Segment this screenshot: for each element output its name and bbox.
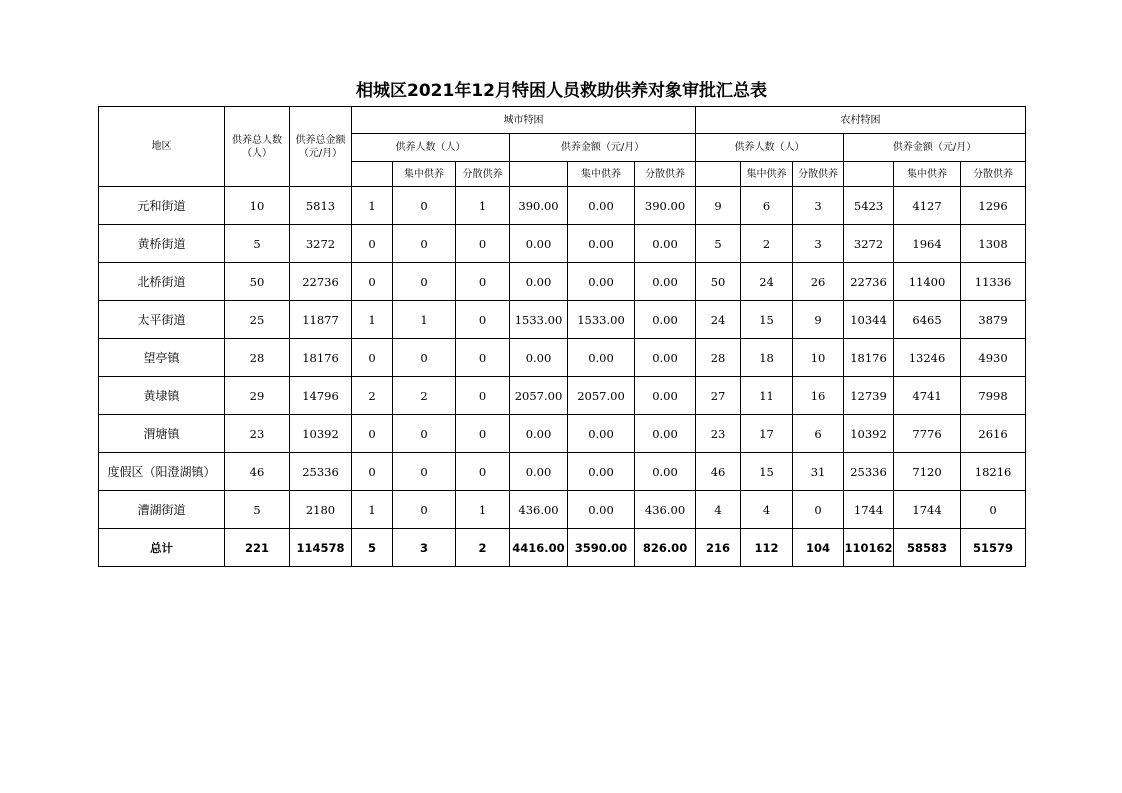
cell-u-disp: 0 bbox=[456, 225, 510, 263]
cell-r-amt-central: 1744 bbox=[894, 491, 961, 529]
cell-r-amt-central: 7776 bbox=[894, 415, 961, 453]
cell-r-disp: 26 bbox=[793, 263, 844, 301]
header-total-people: 供养总人数（人） bbox=[225, 107, 290, 187]
header-rural: 农村特困 bbox=[696, 107, 1026, 134]
table-row bbox=[99, 415, 1026, 453]
cell-u-disp: 1 bbox=[456, 187, 510, 225]
cell-r-amt-central: 13246 bbox=[894, 339, 961, 377]
cell-u-people: 0 bbox=[352, 263, 393, 301]
cell-total-people: 5 bbox=[225, 225, 290, 263]
table-row bbox=[99, 377, 1026, 415]
cell-u-people: 0 bbox=[352, 453, 393, 491]
cell-u-amt-disp: 0.00 bbox=[635, 225, 696, 263]
cell-u-central: 3 bbox=[393, 529, 456, 567]
cell-u-amount: 0.00 bbox=[510, 225, 568, 263]
cell-u-amount: 436.00 bbox=[510, 491, 568, 529]
header-rural-amount-total bbox=[844, 162, 894, 187]
header-urban-amount: 供养金额（元/月） bbox=[510, 134, 696, 162]
cell-r-amt-disp: 18216 bbox=[961, 453, 1026, 491]
cell-u-amount: 390.00 bbox=[510, 187, 568, 225]
cell-u-disp: 1 bbox=[456, 491, 510, 529]
cell-r-central: 112 bbox=[741, 529, 793, 567]
cell-region: 望亭镇 bbox=[99, 339, 225, 377]
header-rural-amount-central: 集中供养 bbox=[894, 162, 961, 187]
header-urban-amount-total bbox=[510, 162, 568, 187]
cell-r-disp: 31 bbox=[793, 453, 844, 491]
cell-r-people: 5 bbox=[696, 225, 741, 263]
cell-total-people: 221 bbox=[225, 529, 290, 567]
cell-u-central: 2 bbox=[393, 377, 456, 415]
header-rural-people-central: 集中供养 bbox=[741, 162, 793, 187]
cell-u-amount: 4416.00 bbox=[510, 529, 568, 567]
cell-u-people: 1 bbox=[352, 301, 393, 339]
header-urban-amount-dispersed: 分散供养 bbox=[635, 162, 696, 187]
cell-r-people: 28 bbox=[696, 339, 741, 377]
cell-r-disp: 3 bbox=[793, 225, 844, 263]
cell-r-amount: 1744 bbox=[844, 491, 894, 529]
cell-total-people: 25 bbox=[225, 301, 290, 339]
cell-r-amt-disp: 2616 bbox=[961, 415, 1026, 453]
cell-u-amt-central: 2057.00 bbox=[568, 377, 635, 415]
cell-u-amt-central: 0.00 bbox=[568, 339, 635, 377]
cell-u-disp: 2 bbox=[456, 529, 510, 567]
cell-u-amt-disp: 0.00 bbox=[635, 453, 696, 491]
table-row bbox=[99, 339, 1026, 377]
cell-total-amount: 25336 bbox=[290, 453, 352, 491]
cell-total-people: 46 bbox=[225, 453, 290, 491]
cell-total-people: 29 bbox=[225, 377, 290, 415]
cell-u-amt-disp: 0.00 bbox=[635, 415, 696, 453]
header-region: 地区 bbox=[99, 107, 225, 187]
cell-region: 黄埭镇 bbox=[99, 377, 225, 415]
cell-u-amt-disp: 436.00 bbox=[635, 491, 696, 529]
cell-total-amount: 5813 bbox=[290, 187, 352, 225]
cell-u-disp: 0 bbox=[456, 415, 510, 453]
cell-total-amount: 10392 bbox=[290, 415, 352, 453]
cell-u-central: 0 bbox=[393, 339, 456, 377]
cell-region: 渭塘镇 bbox=[99, 415, 225, 453]
header-total-amount: 供养总金额（元/月） bbox=[290, 107, 352, 187]
header-rural-amount: 供养金额（元/月） bbox=[844, 134, 1026, 162]
cell-u-disp: 0 bbox=[456, 377, 510, 415]
cell-r-amount: 110162 bbox=[844, 529, 894, 567]
cell-u-people: 0 bbox=[352, 415, 393, 453]
cell-r-central: 4 bbox=[741, 491, 793, 529]
cell-r-disp: 9 bbox=[793, 301, 844, 339]
header-rural-people: 供养人数（人） bbox=[696, 134, 844, 162]
cell-u-disp: 0 bbox=[456, 263, 510, 301]
cell-u-central: 0 bbox=[393, 187, 456, 225]
cell-u-central: 0 bbox=[393, 453, 456, 491]
table-row bbox=[99, 301, 1026, 339]
cell-r-people: 24 bbox=[696, 301, 741, 339]
cell-r-amount: 10392 bbox=[844, 415, 894, 453]
cell-r-disp: 16 bbox=[793, 377, 844, 415]
cell-r-amount: 10344 bbox=[844, 301, 894, 339]
table-row bbox=[99, 225, 1026, 263]
cell-r-people: 9 bbox=[696, 187, 741, 225]
cell-r-amt-central: 1964 bbox=[894, 225, 961, 263]
cell-total-amount: 22736 bbox=[290, 263, 352, 301]
cell-u-central: 0 bbox=[393, 491, 456, 529]
cell-u-people: 0 bbox=[352, 339, 393, 377]
cell-r-amt-central: 7120 bbox=[894, 453, 961, 491]
header-urban-amount-central: 集中供养 bbox=[568, 162, 635, 187]
page-title: 相城区2021年12月特困人员救助供养对象审批汇总表 bbox=[356, 81, 767, 101]
cell-r-amount: 25336 bbox=[844, 453, 894, 491]
cell-u-people: 1 bbox=[352, 491, 393, 529]
header-urban-people-dispersed: 分散供养 bbox=[456, 162, 510, 187]
cell-u-amount: 0.00 bbox=[510, 415, 568, 453]
cell-total-amount: 2180 bbox=[290, 491, 352, 529]
cell-r-amt-disp: 7998 bbox=[961, 377, 1026, 415]
cell-u-amt-central: 0.00 bbox=[568, 263, 635, 301]
cell-u-people: 1 bbox=[352, 187, 393, 225]
cell-region: 度假区（阳澄湖镇） bbox=[99, 453, 225, 491]
table-row bbox=[99, 187, 1026, 225]
cell-total-people: 23 bbox=[225, 415, 290, 453]
cell-r-people: 46 bbox=[696, 453, 741, 491]
cell-r-people: 23 bbox=[696, 415, 741, 453]
cell-u-amount: 2057.00 bbox=[510, 377, 568, 415]
summary-table bbox=[98, 106, 1026, 567]
cell-r-disp: 3 bbox=[793, 187, 844, 225]
cell-region: 总计 bbox=[99, 529, 225, 567]
cell-u-amt-central: 3590.00 bbox=[568, 529, 635, 567]
cell-r-central: 6 bbox=[741, 187, 793, 225]
cell-r-amt-central: 4127 bbox=[894, 187, 961, 225]
cell-u-amt-disp: 0.00 bbox=[635, 263, 696, 301]
cell-u-people: 5 bbox=[352, 529, 393, 567]
cell-r-amt-disp: 4930 bbox=[961, 339, 1026, 377]
cell-r-amt-disp: 51579 bbox=[961, 529, 1026, 567]
cell-r-amt-central: 6465 bbox=[894, 301, 961, 339]
cell-r-central: 15 bbox=[741, 301, 793, 339]
cell-total-people: 10 bbox=[225, 187, 290, 225]
cell-u-amt-disp: 390.00 bbox=[635, 187, 696, 225]
cell-r-disp: 10 bbox=[793, 339, 844, 377]
cell-r-amt-central: 11400 bbox=[894, 263, 961, 301]
cell-r-people: 27 bbox=[696, 377, 741, 415]
cell-u-amt-disp: 826.00 bbox=[635, 529, 696, 567]
cell-region: 太平街道 bbox=[99, 301, 225, 339]
cell-r-amt-disp: 3879 bbox=[961, 301, 1026, 339]
cell-r-central: 2 bbox=[741, 225, 793, 263]
cell-total-people: 28 bbox=[225, 339, 290, 377]
cell-r-disp: 0 bbox=[793, 491, 844, 529]
cell-total-people: 50 bbox=[225, 263, 290, 301]
cell-r-amount: 22736 bbox=[844, 263, 894, 301]
cell-r-people: 216 bbox=[696, 529, 741, 567]
cell-u-amt-central: 0.00 bbox=[568, 453, 635, 491]
cell-r-people: 50 bbox=[696, 263, 741, 301]
cell-r-central: 17 bbox=[741, 415, 793, 453]
cell-r-disp: 104 bbox=[793, 529, 844, 567]
table-row bbox=[99, 453, 1026, 491]
cell-r-amt-disp: 1296 bbox=[961, 187, 1026, 225]
header-urban: 城市特困 bbox=[352, 107, 696, 134]
cell-u-amt-central: 0.00 bbox=[568, 187, 635, 225]
cell-r-amt-disp: 11336 bbox=[961, 263, 1026, 301]
cell-region: 黄桥街道 bbox=[99, 225, 225, 263]
cell-u-amount: 0.00 bbox=[510, 339, 568, 377]
cell-r-people: 4 bbox=[696, 491, 741, 529]
cell-total-amount: 14796 bbox=[290, 377, 352, 415]
cell-total-amount: 18176 bbox=[290, 339, 352, 377]
cell-total-people: 5 bbox=[225, 491, 290, 529]
cell-u-amt-disp: 0.00 bbox=[635, 339, 696, 377]
cell-r-amt-disp: 1308 bbox=[961, 225, 1026, 263]
cell-r-central: 24 bbox=[741, 263, 793, 301]
cell-r-disp: 6 bbox=[793, 415, 844, 453]
header-urban-people-total bbox=[352, 162, 393, 187]
cell-u-amount: 1533.00 bbox=[510, 301, 568, 339]
cell-r-central: 11 bbox=[741, 377, 793, 415]
header-rural-amount-dispersed: 分散供养 bbox=[961, 162, 1026, 187]
cell-region: 漕湖街道 bbox=[99, 491, 225, 529]
cell-u-amount: 0.00 bbox=[510, 453, 568, 491]
cell-r-amount: 12739 bbox=[844, 377, 894, 415]
cell-r-amt-central: 58583 bbox=[894, 529, 961, 567]
cell-u-amt-central: 0.00 bbox=[568, 491, 635, 529]
cell-u-disp: 0 bbox=[456, 453, 510, 491]
cell-u-central: 0 bbox=[393, 225, 456, 263]
table-row bbox=[99, 491, 1026, 529]
cell-u-central: 0 bbox=[393, 415, 456, 453]
cell-r-amt-central: 4741 bbox=[894, 377, 961, 415]
header-urban-people: 供养人数（人） bbox=[352, 134, 510, 162]
cell-u-people: 2 bbox=[352, 377, 393, 415]
cell-u-central: 1 bbox=[393, 301, 456, 339]
cell-region: 北桥街道 bbox=[99, 263, 225, 301]
header-urban-people-central: 集中供养 bbox=[393, 162, 456, 187]
cell-u-central: 0 bbox=[393, 263, 456, 301]
header-rural-people-dispersed: 分散供养 bbox=[793, 162, 844, 187]
cell-r-amount: 5423 bbox=[844, 187, 894, 225]
cell-r-amount: 3272 bbox=[844, 225, 894, 263]
cell-u-disp: 0 bbox=[456, 301, 510, 339]
table-row bbox=[99, 263, 1026, 301]
cell-u-amount: 0.00 bbox=[510, 263, 568, 301]
cell-total-amount: 3272 bbox=[290, 225, 352, 263]
cell-u-amt-disp: 0.00 bbox=[635, 377, 696, 415]
cell-r-central: 15 bbox=[741, 453, 793, 491]
total-row bbox=[99, 529, 1026, 567]
cell-u-amt-disp: 0.00 bbox=[635, 301, 696, 339]
cell-r-amt-disp: 0 bbox=[961, 491, 1026, 529]
cell-r-central: 18 bbox=[741, 339, 793, 377]
cell-total-amount: 114578 bbox=[290, 529, 352, 567]
cell-u-amt-central: 0.00 bbox=[568, 225, 635, 263]
cell-u-disp: 0 bbox=[456, 339, 510, 377]
cell-region: 元和街道 bbox=[99, 187, 225, 225]
cell-u-amt-central: 0.00 bbox=[568, 415, 635, 453]
cell-total-amount: 11877 bbox=[290, 301, 352, 339]
cell-u-people: 0 bbox=[352, 225, 393, 263]
cell-r-amount: 18176 bbox=[844, 339, 894, 377]
header-rural-people-total bbox=[696, 162, 741, 187]
cell-u-amt-central: 1533.00 bbox=[568, 301, 635, 339]
